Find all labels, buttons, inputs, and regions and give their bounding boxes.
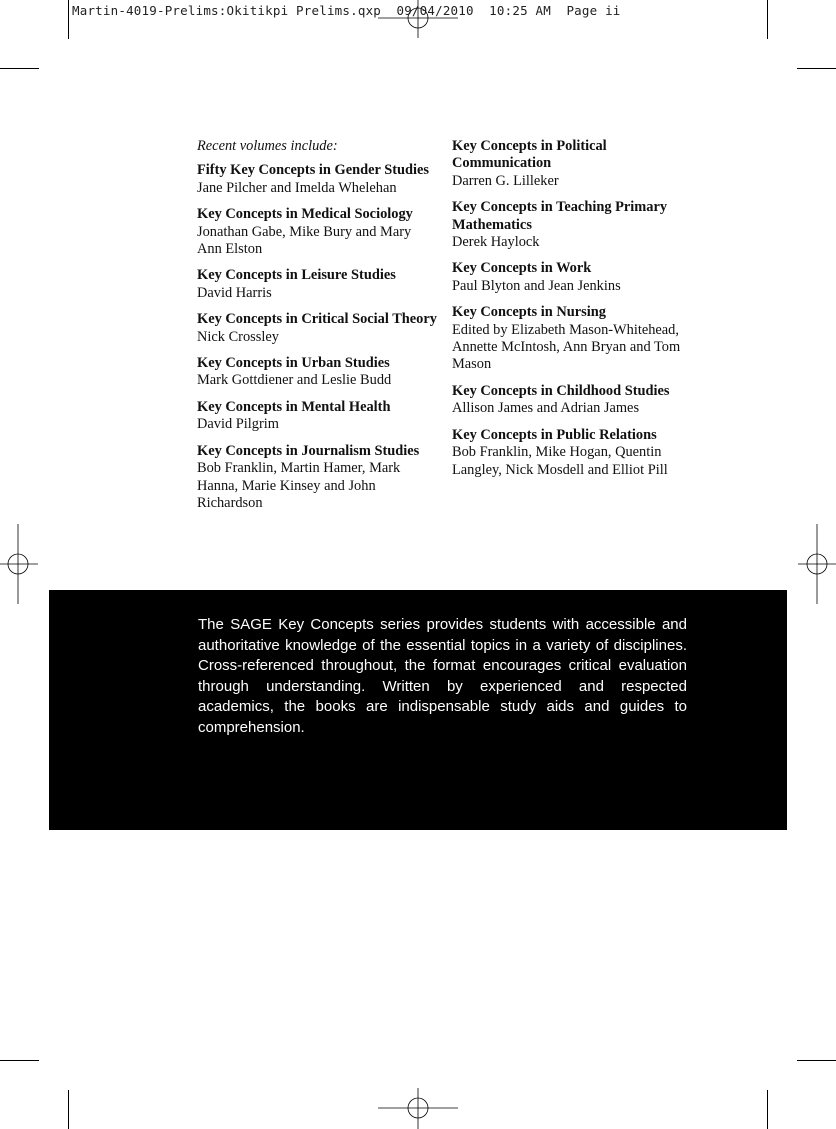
volume-title: Key Concepts in Medical Sociology — [197, 206, 413, 223]
recent-volumes-heading: Recent volumes include: — [197, 138, 338, 154]
volume-authors: Bob Franklin, Martin Hamer, Mark Hanna, Marie Kinsey and John Richardson — [197, 460, 401, 511]
volume-title: Key Concepts in Leisure Studies — [197, 267, 396, 284]
series-description-text: The SAGE Key Concepts series provides students with accessible and authoritative knowledge of the essential topics in a variety of disciplines. Cross-referenced throughout, the format encourages critical evaluation through understanding. Written by experienced and respected academics, the books are indispensable study aids and guides to comprehension. — [198, 616, 687, 736]
volume-title: Key Concepts in Childhood Studies — [452, 382, 670, 399]
volume-title: Key Concepts in Urban Studies — [197, 355, 390, 372]
series-description-band — [49, 590, 787, 830]
volume-title: Key Concepts in Critical Social Theory — [197, 311, 437, 328]
volume-entry — [197, 162, 437, 197]
volume-list-left — [197, 138, 437, 521]
print-slug-line: Martin-4019-Prelims:Okitikpi Prelims.qxp 09/04/2010 10:25 AM Page ii — [72, 3, 621, 18]
volume-title: Key Concepts in Nursing — [452, 304, 606, 321]
volume-title: Key Concepts in Public Relations — [452, 426, 657, 443]
volume-title: Key Concepts in Political Communication — [452, 138, 607, 172]
volume-entry — [452, 260, 687, 295]
volume-entry — [197, 206, 437, 258]
volume-entry — [197, 355, 437, 390]
volume-entry — [197, 443, 437, 513]
volume-title: Key Concepts in Teaching Primary Mathematics — [452, 199, 668, 233]
volume-entry — [197, 399, 437, 434]
volume-title: Fifty Key Concepts in Gender Studies — [197, 162, 429, 179]
volume-title: Key Concepts in Journalism Studies — [197, 442, 420, 459]
volume-list-right — [452, 138, 687, 488]
volume-authors: Jonathan Gabe, Mike Bury and Mary Ann Elston — [197, 223, 412, 258]
volume-authors: Mark Gottdiener and Leslie Budd — [197, 372, 392, 389]
volume-authors: Derek Haylock — [452, 234, 540, 251]
volume-title: Key Concepts in Mental Health — [197, 398, 391, 415]
volume-authors: Nick Crossley — [197, 328, 279, 345]
volume-entry — [452, 138, 687, 190]
volume-title: Key Concepts in Work — [452, 260, 592, 277]
volume-entry — [452, 383, 687, 418]
volume-authors: Jane Pilcher and Imelda Whelehan — [197, 179, 397, 196]
registration-mark-left — [0, 524, 38, 604]
volume-entry — [452, 304, 687, 374]
volume-authors: Allison James and Adrian James — [452, 400, 640, 417]
volume-entry — [197, 267, 437, 302]
volume-entry — [197, 311, 437, 346]
volume-authors: David Harris — [197, 284, 272, 301]
volume-authors: Paul Blyton and Jean Jenkins — [452, 277, 621, 294]
registration-mark-bottom — [378, 1088, 458, 1129]
volume-entry — [452, 199, 687, 251]
volume-authors: David Pilgrim — [197, 416, 279, 433]
volume-authors: Darren G. Lilleker — [452, 172, 559, 189]
volume-authors: Bob Franklin, Mike Hogan, Quentin Langley, Nick Mosdell and Elliot Pill — [452, 444, 668, 478]
volume-entry — [452, 427, 687, 479]
registration-mark-right — [798, 524, 836, 604]
volume-authors: Edited by Elizabeth Mason-Whitehead, Annette McIntosh, Ann Bryan and Tom Mason — [452, 321, 681, 373]
